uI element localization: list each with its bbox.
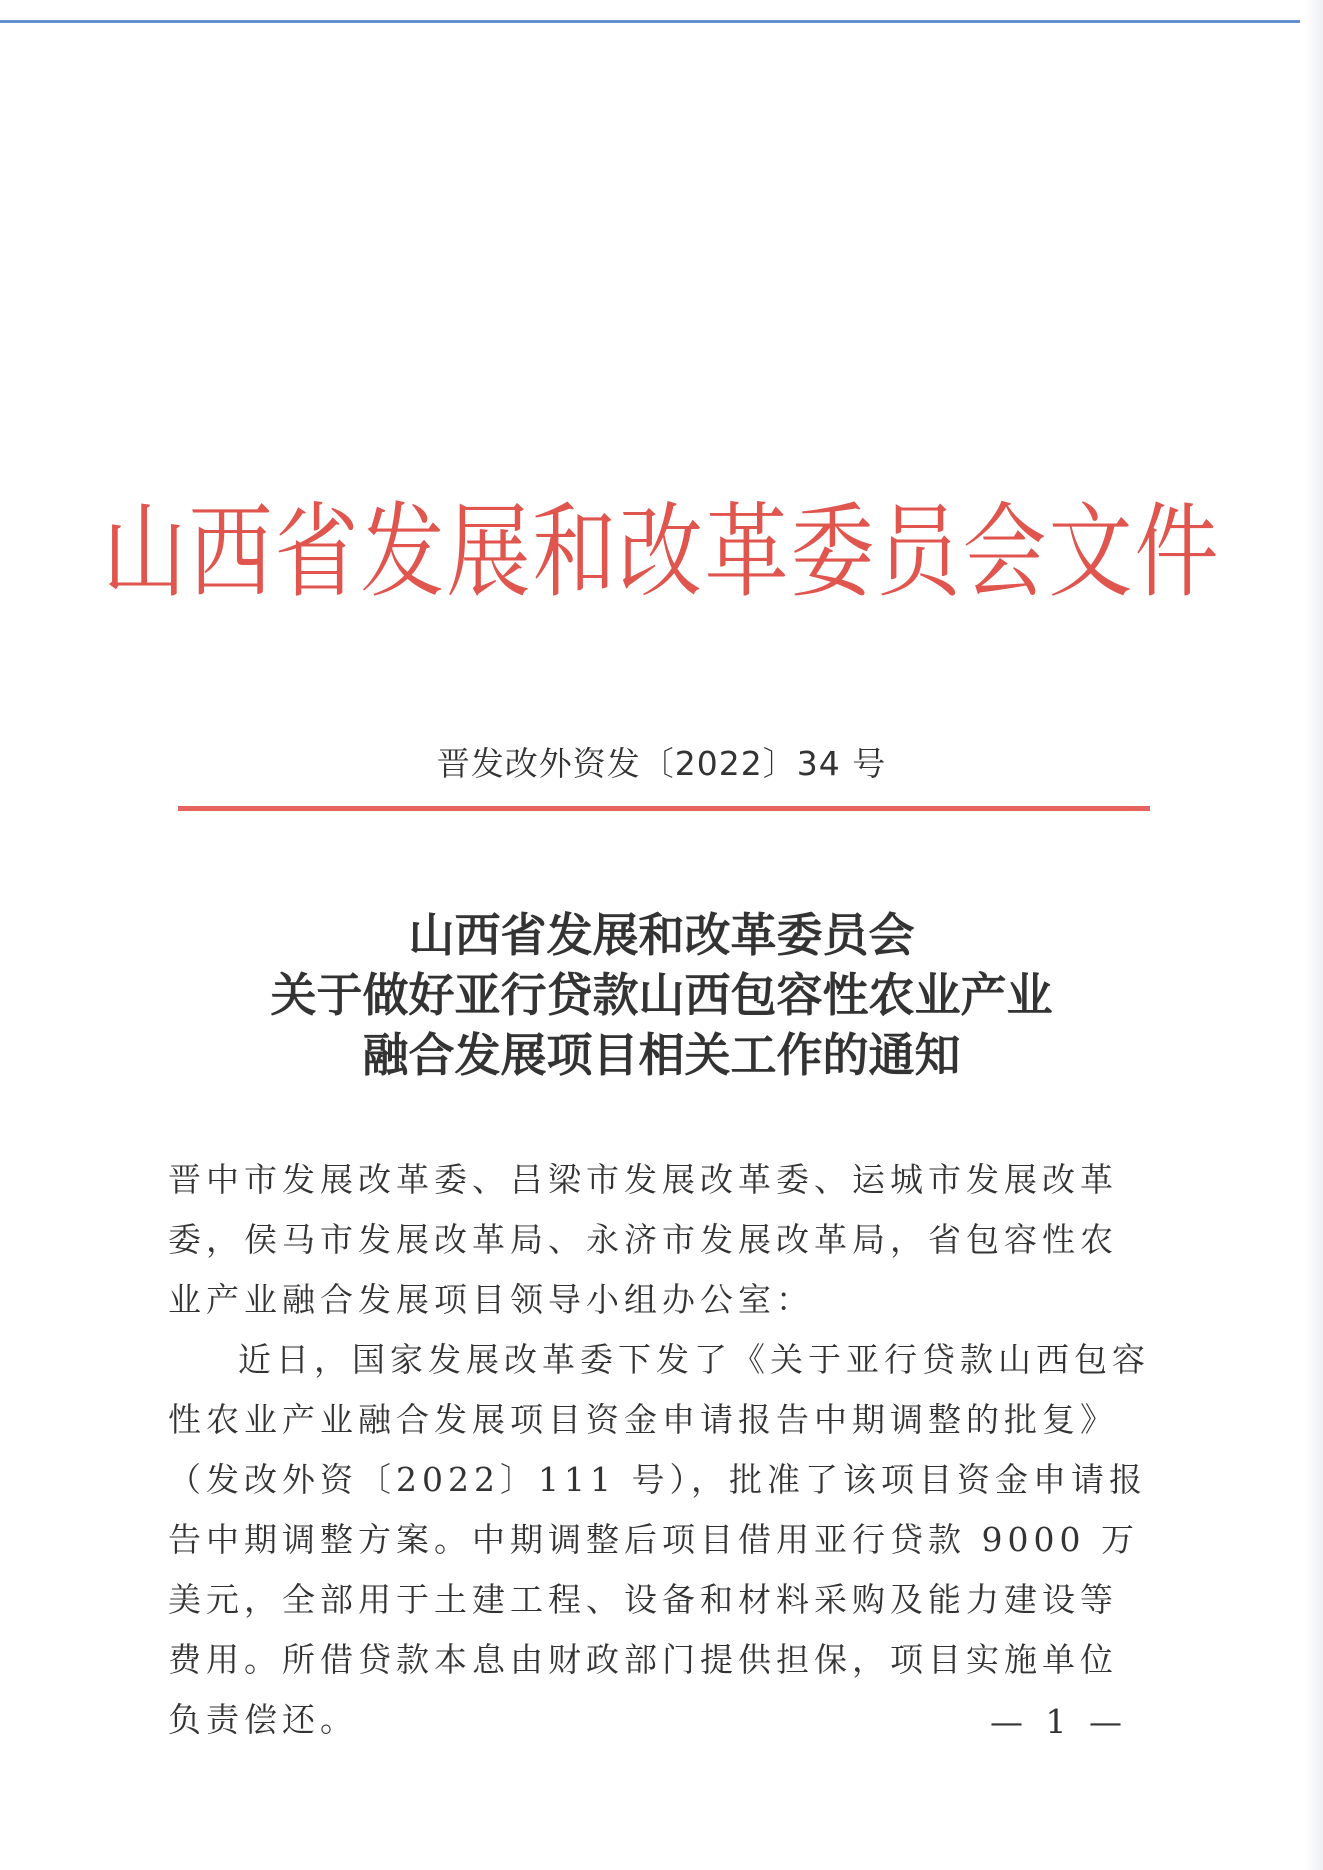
title-line-1: 山西省发展和改革委员会 [408, 908, 915, 962]
scan-top-edge-line [0, 20, 1300, 23]
document-body [168, 1150, 1153, 1750]
title-line-3: 融合发展项目相关工作的通知 [362, 1028, 961, 1082]
page-number: — 1 — [990, 1702, 1128, 1741]
document-title [0, 905, 1323, 1085]
red-divider-line [178, 806, 1150, 811]
title-line-2: 关于做好亚行贷款山西包容性农业产业 [270, 968, 1053, 1022]
recipients-paragraph: 晋中市发展改革委、吕梁市发展改革委、运城市发展改革委，侯马市发展改革局、永济市发展改革局，省包容性农业产业融合发展项目领导小组办公室： [168, 1160, 1118, 1319]
body-paragraph-1: 近日，国家发展改革委下发了《关于亚行贷款山西包容性农业产业融合发展项目资金申请报告中期调整的批复》（发改外资〔2022〕111 号），批准了该项目资金申请报告中期调整方案。中期调整后项目借用亚行贷款 9000 万美元，全部用于土建工程、设备和材料采购及能力建设等费用。所借贷款本息由财政部门提供担保，项目实施单位负责偿还。 [168, 1340, 1150, 1739]
issuer-banner: 山西省发展和改革委员会文件 [102, 491, 1221, 612]
document-number: 晋发改外资发〔2022〕34 号 [436, 744, 887, 783]
